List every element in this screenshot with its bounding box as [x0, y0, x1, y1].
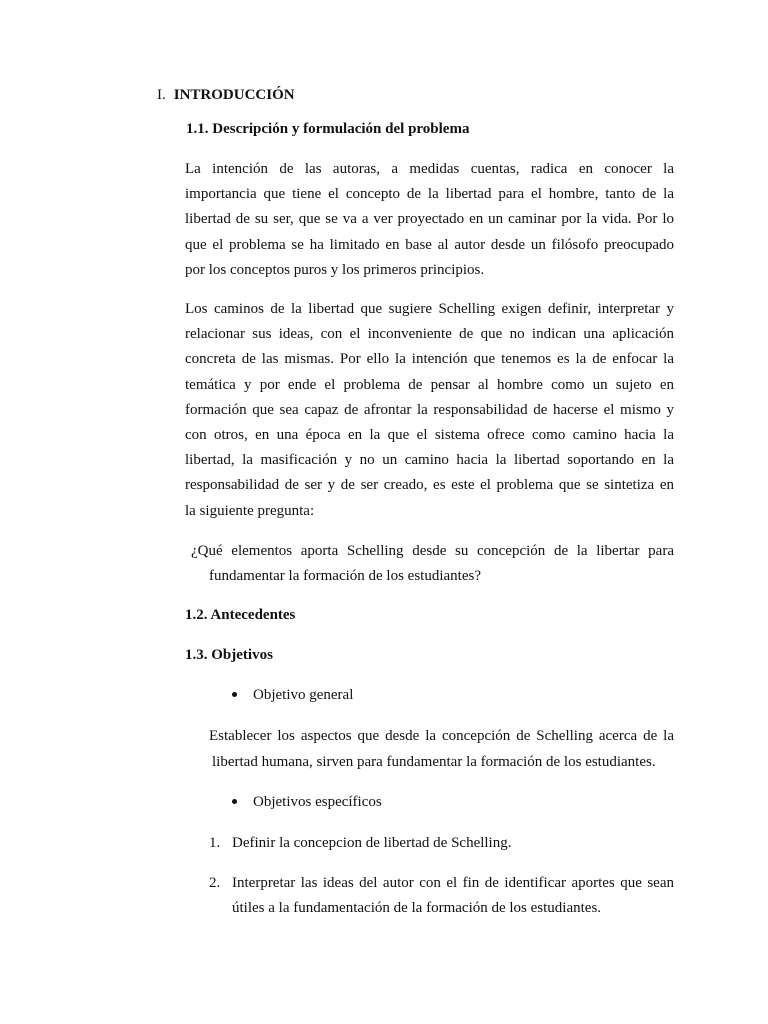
paragraph-1-line: por los conceptos puros y los primeros principios.	[185, 261, 485, 278]
main-heading-number: I.	[157, 87, 166, 103]
bullet-icon	[232, 692, 237, 697]
paragraph-1	[185, 157, 674, 283]
research-question-line: ¿Qué elementos aporta Schelling desde su concepción de la libertar para	[191, 543, 674, 559]
specific-objectives-list	[209, 831, 674, 922]
general-objective-line: Establecer los aspectos que desde la concepción de Schelling acerca de la	[209, 728, 674, 744]
paragraph-2-line: responsabilidad de ser y de ser creado, es este el problema que se sintetiza en	[185, 477, 674, 494]
paragraph-2-line: temática y por ende el problema de pensar al hombre como un sujeto en	[185, 376, 674, 393]
list-item	[209, 831, 674, 857]
bullet-objetivos-especificos	[232, 794, 382, 811]
bullet-objetivo-general-label: Objetivo general	[253, 687, 354, 703]
bullet-icon	[232, 799, 237, 804]
paragraph-2	[185, 297, 674, 524]
section-heading-1-3: 1.3. Objetivos	[185, 647, 273, 663]
main-heading	[157, 87, 295, 104]
bullet-objetivos-especificos-label: Objetivos específicos	[253, 794, 382, 810]
general-objective-line: libertad humana, sirven para fundamentar la formación de los estudiantes.	[212, 753, 656, 770]
paragraph-2-line: libertad, la masificación y no un camino hacia la libertad soportando en la	[185, 452, 674, 469]
list-item-number: 1.	[209, 835, 221, 851]
section-heading-1-1: 1.1. Descripción y formulación del problema	[186, 121, 470, 137]
paragraph-2-line: la siguiente pregunta:	[185, 502, 315, 519]
research-question-line: fundamentar la formación de los estudiantes?	[209, 568, 481, 585]
list-item-text: Definir la concepcion de libertad de Schelling.	[232, 835, 512, 851]
list-item-number: 2.	[209, 874, 221, 891]
paragraph-1-line: La intención de las autoras, a medidas cuentas, radica en conocer la	[185, 161, 674, 177]
general-objective-text	[209, 724, 674, 775]
paragraph-2-line: relacionar sus ideas, con el inconveniente de que no indican una aplicación	[185, 326, 674, 343]
main-heading-title: INTRODUCCIÓN	[173, 87, 295, 103]
bullet-objetivo-general	[232, 687, 353, 704]
section-heading-1-2: 1.2. Antecedentes	[185, 607, 296, 623]
list-item-text: útiles a la fundamentación de la formación de los estudiantes.	[232, 900, 602, 917]
paragraph-2-line: concreta de las mismas. Por ello la intención que tenemos es la de enfocar la	[185, 351, 674, 368]
paragraph-1-line: libertad de su ser, que se va a ver proyectado en un caminar por la vida. Por lo	[185, 211, 674, 228]
research-question	[191, 539, 674, 589]
paragraph-1-line: importancia que tiene el concepto de la libertad para el hombre, tanto de la	[185, 186, 674, 203]
paragraph-2-line: Los caminos de la libertad que sugiere Schelling exigen definir, interpretar y	[185, 301, 674, 317]
list-item-text: Interpretar las ideas del autor con el fin de identificar aportes que sean	[232, 874, 674, 891]
paragraph-1-line: que el problema se ha limitado en base al autor desde un filósofo preocupado	[185, 236, 674, 253]
paragraph-2-line: formación que sea capaz de afrontar la responsabilidad de hacerse el mismo y	[185, 401, 674, 418]
list-item	[209, 871, 674, 922]
paragraph-2-line: con otros, en una época en la que el sistema ofrece como camino hacia la	[185, 426, 674, 443]
